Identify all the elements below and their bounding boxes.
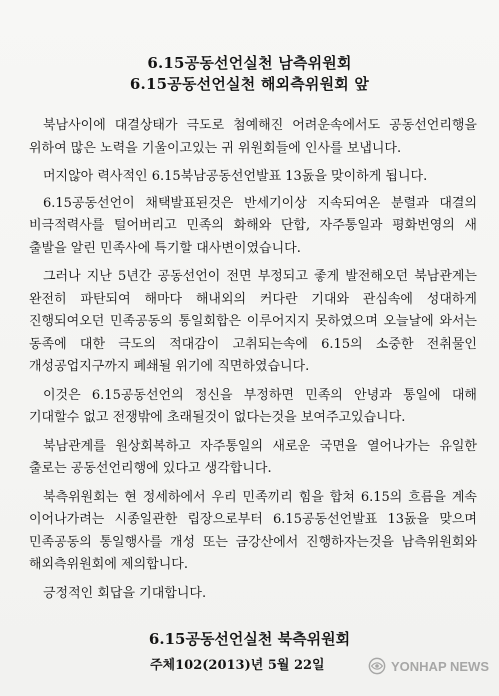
- letter-body: [29, 115, 477, 611]
- paragraph-greeting: 북남사이에 대결상태가 극도로 첨예해진 어려운속에서도 공동선언리행을 위하여 많은 노력을 기울이고있는 귀 위원회들에 인사를 보냅니다.: [29, 118, 477, 156]
- paragraph-declaration: 6.15공동선언이 채택발표된것은 반세기이상 지속되여온 분렬과 대결의 비극적력사를 털어버리고 민족의 화해와 단합, 자주통일과 평화번영의 새 출발을 알린 민족사에 특기할 대사변이였습니다.: [29, 195, 477, 256]
- signature-committee: 6.15공동선언실천 북측위원회: [148, 630, 351, 648]
- paragraph-closing: 긍정적인 회답을 기대합니다.: [43, 585, 207, 601]
- recipient-line-1: 6.15공동선언실천 남측위원회: [147, 54, 352, 72]
- recipient-line-2: 6.15공동선언실천 해외측위원회 앞: [129, 75, 370, 93]
- watermark: [368, 657, 489, 675]
- paragraph-relations: 그러나 지난 5년간 공동선언이 전면 부정되고 좋게 발전해오던 북남관계는 완전히 파탄되여 해마다 해내외의 커다란 기대와 관심속에 성대하게 진행되여오던 민족공동의 통일회합은 이루어지지 못하였으며 오늘날에 와서는 동족에 대한 극도의 적대감이 고취되는속에 6.15의 소중한 전취물인 개성공업지구까지 폐쇄될 위기에 직면하였습니다.: [29, 269, 477, 374]
- yonhap-logo-icon: [368, 657, 386, 675]
- paragraph-spirit: 이것은 6.15공동선언의 정신을 부정하면 민족의 안녕과 통일에 대해 기대할수 없고 전쟁밖에 초래될것이 없다는것을 보여주고있습니다.: [29, 387, 477, 425]
- signature-date: 주체102(2013)년 5월 22일: [150, 658, 325, 673]
- paragraph-proposal: 북측위원회는 현 정세하에서 우리 민족끼리 힘을 합쳐 6.15의 흐름을 계속 이어나가려는 시종일관한 립장으로부터 6.15공동선언발표 13돐을 맞으며 민족공동의 통일행사를 개성 또는 금강산에서 진행하자는것을 남측위원회와 해외측위원회에 제의합니다.: [29, 489, 477, 572]
- paragraph-path: 북남관계를 원상회복하고 자주통일의 새로운 국면을 열어나가는 유일한 출로는 공동선언리행에 있다고 생각합니다.: [29, 438, 477, 476]
- watermark-text: YONHAP NEWS: [391, 658, 489, 674]
- paragraph-anniversary: 머지않아 력사적인 6.15북남공동선언발표 13돐을 맞이하게 됩니다.: [43, 169, 428, 184]
